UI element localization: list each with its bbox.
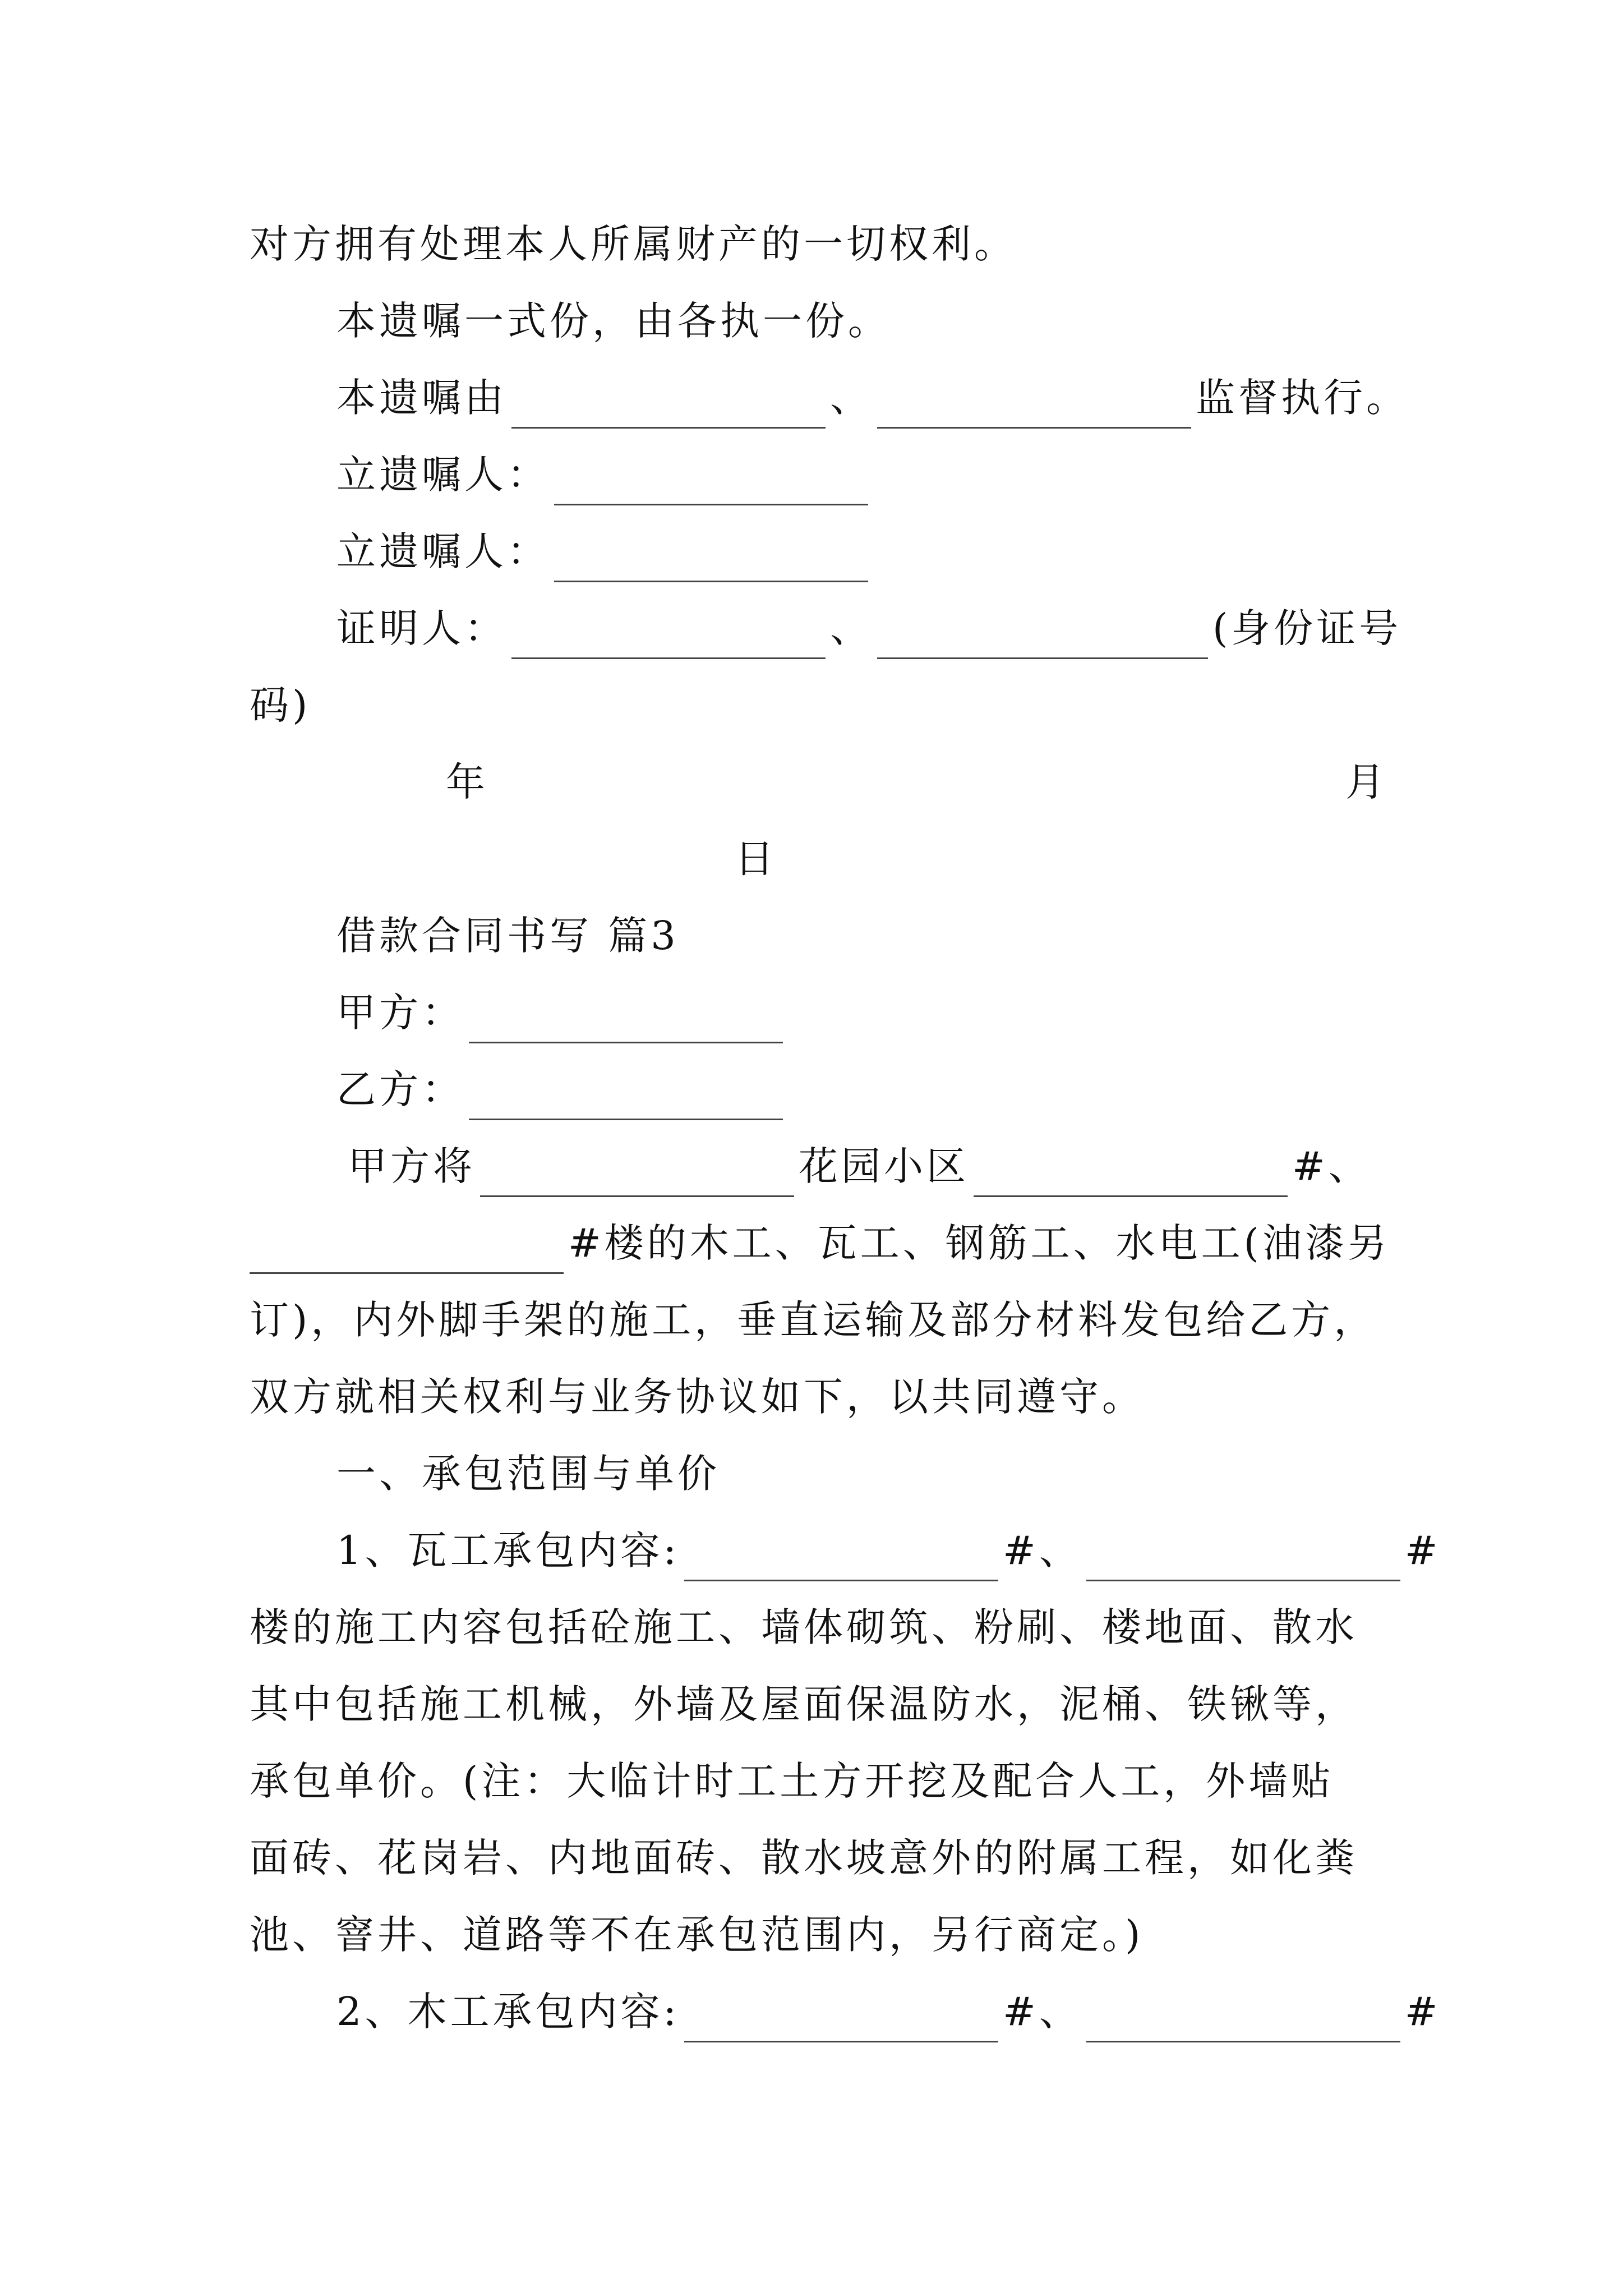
building-number-1-blank[interactable] [974, 1156, 1288, 1197]
text-scaffold-clause: 订)，内外脚手架的施工，垂直运输及部分材料发包给乙方， [250, 1297, 1377, 1343]
paragraph-line [250, 1673, 1388, 1735]
masonry-building-2-blank[interactable] [1086, 1540, 1400, 1581]
text-separator: 、 [830, 375, 873, 421]
label-witness: 证明人： [336, 605, 507, 651]
label-month: 月 [1345, 759, 1388, 805]
text-supervised-by: 本遗嘱由 [336, 375, 507, 421]
party-b-blank[interactable] [469, 1079, 783, 1120]
text-id-number-cont: 码) [250, 682, 311, 728]
text-id-number: (身份证号 [1212, 605, 1402, 651]
date-line [735, 828, 959, 890]
text-masonry-work: 楼的施工内容包括砼施工、墙体砌筑、粉刷、楼地面、散水 [250, 1604, 1358, 1650]
text-unit-price-note: 承包单价。(注：大临计时工土方开挖及配合人工，外墙贴 [250, 1758, 1334, 1804]
paragraph-line [336, 982, 1388, 1043]
label-testator-1: 立遗嘱人： [336, 452, 550, 498]
testator-1-blank[interactable] [554, 464, 868, 505]
text-excluded-note: 池、窨井、道路等不在承包范围内，另行商定。) [250, 1912, 1144, 1958]
label-testator-2: 立遗嘱人： [336, 528, 550, 574]
paragraph-line [250, 674, 1388, 736]
text-supervise-execute: 监督执行。 [1196, 375, 1409, 421]
text-number-sign: # [1404, 1527, 1441, 1573]
text-number-separator: #、 [1003, 1527, 1082, 1573]
paragraph-line [250, 1904, 1388, 1966]
paragraph-line [250, 213, 1388, 275]
paragraph-line [336, 367, 1409, 429]
text-agreement-clause: 双方就相关权利与业务协议如下，以共同遵守。 [250, 1374, 1145, 1420]
text-number-sign: # [1404, 1989, 1441, 2035]
project-location-blank[interactable] [480, 1156, 794, 1197]
paragraph-line [250, 1289, 1388, 1351]
carpentry-building-1-blank[interactable] [684, 2001, 998, 2042]
party-a-blank[interactable] [469, 1002, 783, 1043]
label-year: 年 [446, 759, 488, 805]
witness-2-blank[interactable] [877, 618, 1208, 659]
paragraph-line [336, 597, 1402, 659]
label-carpentry-scope: 2、木工承包内容: [336, 1989, 680, 2035]
date-line [446, 751, 1388, 813]
paragraph-line [336, 1059, 1388, 1120]
paragraph-line [250, 1366, 1388, 1428]
paragraph-line [336, 290, 1388, 352]
carpentry-building-2-blank[interactable] [1086, 2001, 1400, 2042]
masonry-building-1-blank[interactable] [684, 1540, 998, 1581]
text-tiles-note: 面砖、花岗岩、内地面砖、散水坡意外的附属工程，如化粪 [250, 1835, 1358, 1881]
text-copies-clause: 本遗嘱一式份，由各执一份。 [336, 298, 891, 344]
text-garden-community: 花园小区 [799, 1143, 969, 1189]
heading-loan-contract: 借款合同书写 篇3 [336, 913, 679, 959]
building-number-2-blank[interactable] [250, 1233, 564, 1274]
label-party-a: 甲方： [336, 990, 464, 1036]
paragraph-line [336, 1981, 1441, 2042]
text-separator: 、 [830, 605, 873, 651]
section-heading [336, 1443, 1388, 1504]
text-trades-list: #楼的木工、瓦工、钢筋工、水电工(油漆另 [568, 1220, 1390, 1266]
paragraph-line [336, 521, 1388, 582]
paragraph-line [336, 1520, 1441, 1581]
paragraph-line [336, 444, 1388, 505]
testator-2-blank[interactable] [554, 541, 868, 582]
text-party-a-will: 甲方将 [348, 1143, 476, 1189]
witness-1-blank[interactable] [511, 618, 826, 659]
heading-scope-price: 一、承包范围与单价 [336, 1451, 720, 1497]
paragraph-line [250, 1212, 1388, 1274]
text-number-separator: #、 [1292, 1143, 1371, 1189]
paragraph-line [250, 1596, 1388, 1658]
paragraph-line [348, 1135, 1388, 1197]
text-rights-clause: 对方拥有处理本人所属财产的一切权利。 [250, 221, 1017, 267]
supervisor-1-blank[interactable] [511, 388, 826, 429]
paragraph-line [250, 1827, 1388, 1889]
label-day: 日 [735, 836, 777, 882]
label-masonry-scope: 1、瓦工承包内容: [336, 1527, 680, 1573]
text-number-separator: #、 [1003, 1989, 1082, 2035]
paragraph-line [250, 1750, 1388, 1812]
supervisor-2-blank[interactable] [877, 388, 1191, 429]
section-heading [336, 905, 1388, 967]
label-party-b: 乙方： [336, 1066, 464, 1112]
text-machinery: 其中包括施工机械，外墙及屋面保温防水，泥桶、铁锹等， [250, 1681, 1358, 1727]
